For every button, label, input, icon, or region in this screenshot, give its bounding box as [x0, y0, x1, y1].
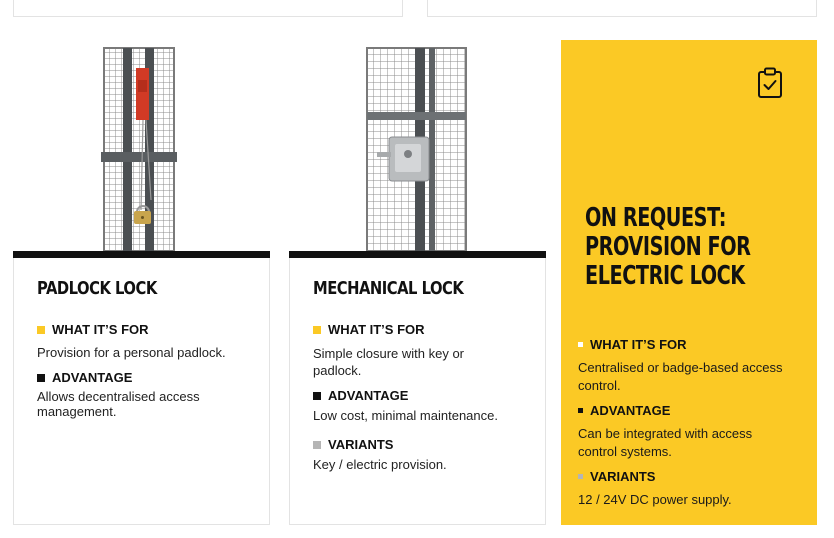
yellow-square-icon [313, 326, 321, 334]
card-divider [289, 251, 546, 258]
advantage-label [37, 370, 132, 385]
label-text: ADVANTAGE [328, 388, 409, 403]
title-line: PROVISION FOR [585, 232, 751, 262]
black-square-icon [313, 392, 321, 400]
what-its-for-label [313, 322, 425, 337]
advantage-text: Can be integrated with access control systems. [578, 426, 753, 459]
clipboard-check-icon [757, 67, 783, 99]
title-line: ON REQUEST: [585, 203, 726, 233]
grey-square-icon [313, 441, 321, 449]
previous-card-bottom-right [427, 0, 817, 17]
grey-square-icon [578, 474, 583, 479]
label-text: ADVANTAGE [590, 403, 671, 418]
yellow-square-icon [37, 326, 45, 334]
what-its-for-label [578, 337, 687, 352]
card-body [289, 258, 546, 525]
label-text: VARIANTS [590, 469, 656, 484]
card-body [13, 258, 270, 525]
card-divider [13, 251, 270, 258]
card-title: PADLOCK LOCK [37, 278, 157, 299]
what-its-for-text: Simple closure with key or padlock. [313, 346, 464, 378]
previous-card-bottom-left [13, 0, 403, 17]
label-text: VARIANTS [328, 437, 394, 452]
padlock-lock-image [13, 40, 270, 251]
variants-text: 12 / 24V DC power supply. [578, 492, 732, 507]
variants-label [313, 437, 393, 452]
what-its-for-text: Provision for a personal padlock. [37, 345, 226, 360]
advantage-text: Allows decentralised access management. [37, 389, 200, 419]
advantage-label [578, 403, 670, 418]
title-line: ELECTRIC LOCK [585, 261, 745, 291]
product-card-mechanical [289, 40, 546, 525]
black-square-icon [578, 408, 583, 413]
advantage-text: Low cost, minimal maintenance. [313, 408, 498, 423]
advantage-label [313, 388, 408, 403]
what-its-for-label [37, 322, 149, 337]
variants-label [578, 469, 655, 484]
on-request-title [585, 204, 751, 291]
mechanical-lock-image [289, 40, 546, 251]
label-text: WHAT IT’S FOR [590, 337, 687, 352]
card-title: MECHANICAL LOCK [313, 278, 464, 299]
label-text: ADVANTAGE [52, 370, 133, 385]
what-its-for-text: Centralised or badge-based access control. [578, 360, 783, 393]
label-text: WHAT IT’S FOR [328, 322, 425, 337]
white-square-icon [578, 342, 583, 347]
variants-text: Key / electric provision. [313, 457, 447, 472]
black-square-icon [37, 374, 45, 382]
label-text: WHAT IT’S FOR [52, 322, 149, 337]
on-request-card [561, 40, 817, 525]
product-card-padlock [13, 40, 270, 525]
